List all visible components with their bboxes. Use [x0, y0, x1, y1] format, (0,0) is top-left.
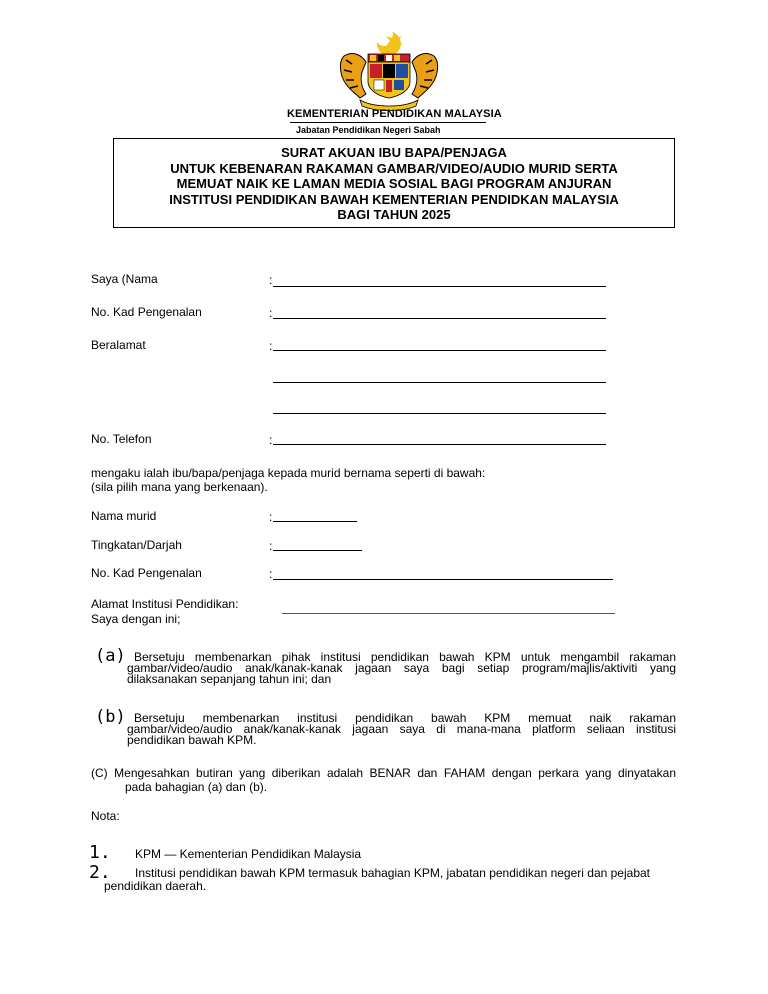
jata-negara-crest-icon	[330, 28, 448, 112]
note-1-marker: 1.	[89, 842, 111, 863]
ministry-divider	[290, 122, 486, 123]
parent-ic-field[interactable]	[273, 318, 606, 319]
consent-c-line-2: pada bahagian (a) dan (b).	[125, 780, 268, 794]
colon: :	[269, 567, 273, 581]
colon: :	[269, 433, 273, 447]
colon: :	[269, 306, 273, 320]
department-name: Jabatan Pendidikan Negeri Sabah	[296, 125, 441, 135]
address-label: Beralamat	[91, 338, 146, 352]
consent-a-line-3: dilaksanakan sepanjang tahun ini; dan	[127, 672, 332, 686]
note-1-text: KPM — Kementerian Pendidikan Malaysia	[135, 847, 362, 861]
colon: :	[269, 510, 273, 524]
phone-field[interactable]	[273, 444, 606, 445]
colon: :	[269, 273, 273, 287]
statement-line-2: (sila pilih mana yang berkenaan).	[91, 480, 268, 494]
class-field[interactable]	[273, 550, 362, 551]
title-line-3: MEMUAT NAIK KE LAMAN MEDIA SOSIAL BAGI PROGRAM ANJURAN	[176, 176, 612, 192]
consent-intro: Saya dengan ini;	[91, 612, 181, 626]
consent-a-line-1: Bersetuju membenarkan pihak institusi pendidikan bawah KPM untuk mengambil rakaman	[134, 650, 676, 664]
parent-name-label: Saya (Nama	[91, 272, 158, 286]
consent-b-marker: (b)	[95, 707, 126, 727]
title-line-5: BAGI TAHUN 2025	[337, 207, 451, 223]
address-field-line-3[interactable]	[273, 413, 606, 414]
note-2-marker: 2.	[89, 862, 111, 883]
consent-a-marker: (a)	[95, 646, 126, 666]
note-2-line-1: Institusi pendidikan bawah KPM termasuk bahagian KPM, jabatan pendidikan negeri dan pejabat	[135, 866, 651, 880]
note-2-line-2: pendidikan daerah.	[104, 879, 207, 893]
document-title-box	[113, 138, 675, 228]
consent-b-line-2: gambar/video/audio anak/kanak-kanak jagaan saya di mana-mana platform seliaan institusi	[127, 722, 676, 736]
student-ic-field[interactable]	[273, 579, 613, 580]
student-name-label: Nama murid	[91, 509, 157, 523]
address-field-line-1[interactable]	[273, 350, 606, 351]
notes-heading: Nota:	[91, 809, 120, 823]
address-field-line-2[interactable]	[273, 382, 606, 383]
parent-ic-label: No. Kad Pengenalan	[91, 305, 202, 319]
student-ic-label: No. Kad Pengenalan	[91, 566, 202, 580]
consent-b-line-3: pendidikan bawah KPM.	[127, 733, 257, 747]
consent-b-line-1: Bersetuju membenarkan institusi pendidikan bawah KPM memuat naik rakaman	[134, 711, 676, 725]
consent-a-line-2: gambar/video/audio anak/kanak-kanak jagaan saya bagi setiap program/majlis/aktiviti yang	[127, 661, 676, 675]
ministry-name: KEMENTERIAN PENDIDIKAN MALAYSIA	[287, 108, 502, 120]
consent-c-line-1: (C) Mengesahkan butiran yang diberikan adalah BENAR dan FAHAM dengan perkara yang dinyatakan	[91, 766, 676, 780]
student-name-field[interactable]	[273, 521, 357, 522]
colon: :	[269, 539, 273, 553]
institution-address-field[interactable]	[282, 613, 615, 614]
colon: :	[269, 339, 273, 353]
phone-label: No. Telefon	[91, 432, 152, 446]
class-label: Tingkatan/Darjah	[91, 538, 182, 552]
title-line-4: INSTITUSI PENDIDIKAN BAWAH KEMENTERIAN PENDIDKAN MALAYSIA	[169, 191, 619, 207]
statement-line-1: mengaku ialah ibu/bapa/penjaga kepada murid bernama seperti di bawah:	[91, 466, 486, 480]
title-line-2: UNTUK KEBENARAN RAKAMAN GAMBAR/VIDEO/AUDIO MURID SERTA	[170, 160, 618, 176]
parent-name-field[interactable]	[273, 286, 606, 287]
title-line-1: SURAT AKUAN IBU BAPA/PENJAGA	[281, 145, 507, 160]
institution-address-label: Alamat Institusi Pendidikan:	[91, 597, 239, 611]
